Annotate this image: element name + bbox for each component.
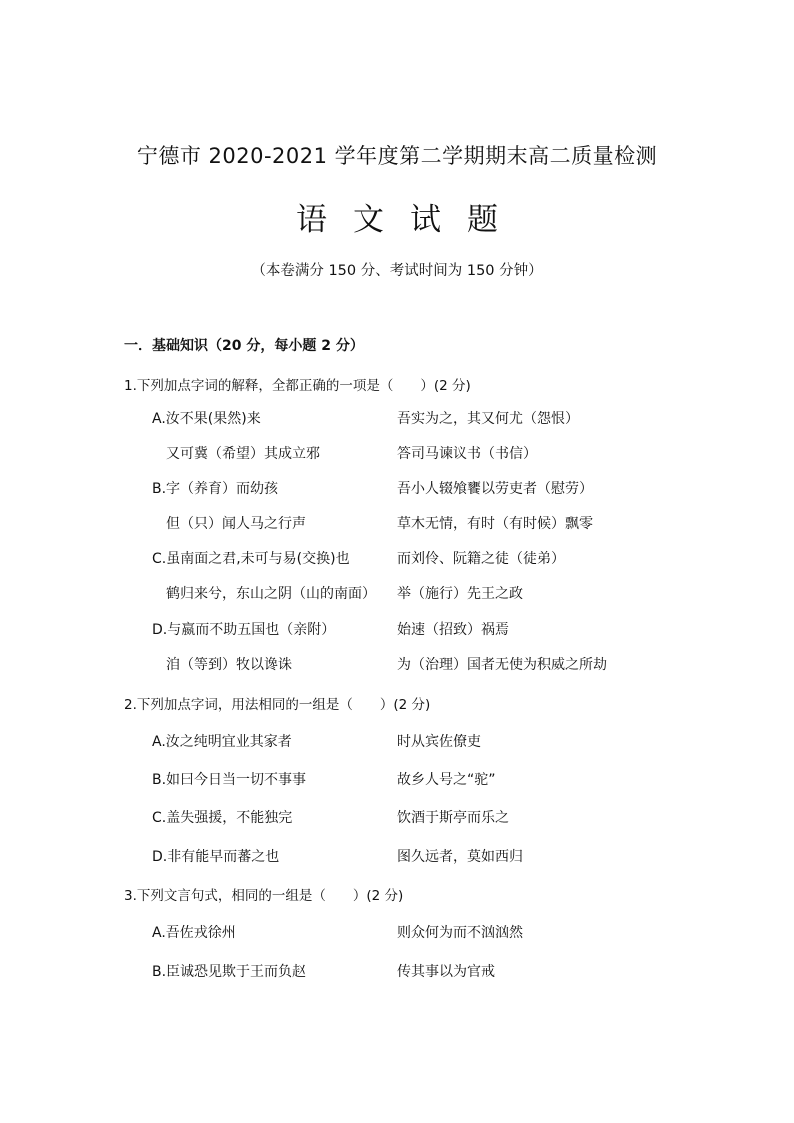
question-2-option-row	[152, 846, 672, 866]
option-right: 草木无情，有时（有时候）飘零	[397, 516, 593, 532]
option-left: C.虽南面之君,未可与易(交换)也	[152, 551, 350, 567]
question-1-option-row	[152, 443, 672, 463]
question-1-option-row	[152, 619, 672, 639]
option-left: A.汝不果(果然)来	[152, 411, 261, 427]
option-right: 吾实为之，其又何尤（怨恨）	[397, 411, 579, 427]
option-right: 举（施行）先王之政	[397, 586, 523, 602]
option-left: A.汝之纯明宜业其家者	[152, 734, 292, 750]
option-right: 吾小人辍飧饔以劳吏者（慰劳）	[397, 481, 593, 497]
option-right: 始速（招致）祸焉	[397, 622, 509, 638]
subject-title: 语文试题	[296, 202, 524, 238]
option-left: D.与嬴而不助五国也（亲附）	[152, 622, 336, 638]
option-left: C.盖失强援，不能独完	[152, 810, 293, 826]
option-left: D.非有能早而蕃之也	[152, 849, 280, 865]
option-right: 为（治理）国者无使为积威之所劫	[397, 657, 607, 673]
question-1-option-row	[152, 513, 672, 533]
exam-title: 宁德市 2020-2021 学年度第二学期期末高二质量检测	[136, 144, 658, 168]
option-left: B.字（养育）而幼孩	[152, 481, 279, 497]
question-1-option-row	[152, 548, 672, 568]
option-left: 又可冀（希望）其成立邪	[166, 446, 320, 462]
option-right: 答司马谏议书（书信）	[397, 446, 537, 462]
exam-note: （本卷满分 150 分、考试时间为 150 分钟）	[251, 263, 543, 279]
question-1-option-row	[152, 654, 672, 674]
question-3-stem: 3.下列文言句式，相同的一组是（ ）(2 分)	[124, 888, 404, 904]
question-2-stem: 2.下列加点字词，用法相同的一组是（ ）(2 分)	[124, 697, 431, 713]
option-left: B.臣诚恐见欺于王而负赵	[152, 964, 307, 980]
option-left: 但（只）闻人马之行声	[166, 516, 306, 532]
question-1-option-row	[152, 583, 672, 603]
option-right: 饮酒于斯亭而乐之	[397, 810, 509, 826]
question-3-option-row	[152, 961, 672, 981]
option-right: 故乡人号之“驼”	[397, 772, 496, 788]
option-left: 鹤归来兮，东山之阴（山的南面）	[166, 586, 376, 602]
option-right: 时从宾佐僚吏	[397, 734, 481, 750]
question-2-option-row	[152, 731, 672, 751]
question-1-option-row	[152, 478, 672, 498]
option-left: 洎（等到）牧以谗诛	[166, 657, 292, 673]
question-3-option-row	[152, 922, 672, 942]
option-right: 图久远者，莫如西归	[397, 849, 523, 865]
option-right: 则众何为而不汹汹然	[397, 925, 523, 941]
question-2-option-row	[152, 807, 672, 827]
option-left: B.如曰今日当一切不事事	[152, 772, 307, 788]
option-right: 传其事以为官戒	[397, 964, 495, 980]
option-right: 而刘伶、阮籍之徒（徒弟）	[397, 551, 565, 567]
question-1-stem: 1.下列加点字词的解释，全都正确的一项是（ ）(2 分)	[124, 378, 471, 394]
question-1-option-row	[152, 408, 672, 428]
question-2-option-row	[152, 769, 672, 789]
option-left: A.吾佐戎徐州	[152, 925, 236, 941]
section-heading: 一．基础知识（20 分，每小题 2 分）	[124, 338, 364, 354]
